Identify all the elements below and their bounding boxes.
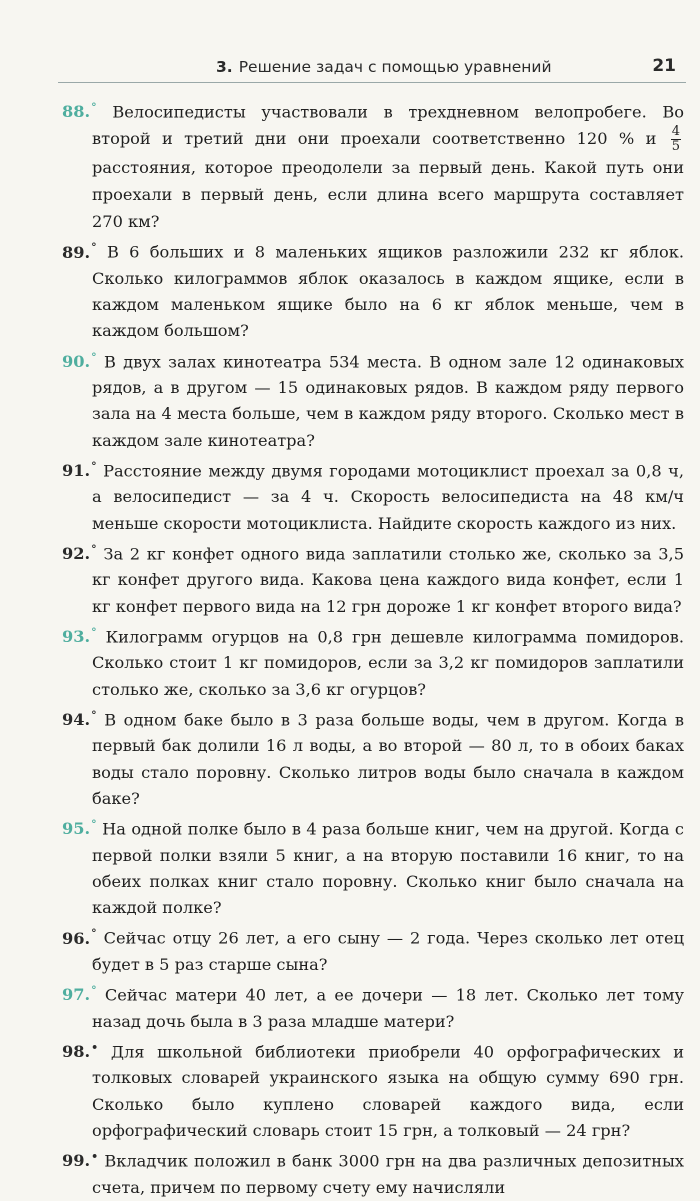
problem-number: 98.• <box>62 1040 99 1062</box>
problem-text: Килограмм огурцов на 0,8 грн дешевле килограмма помидоров. Сколько стоит 1 кг помидоров, если за 3,2 кг помидоров заплатили столько же, сколько за 3,6 кг огурцов? <box>92 627 684 699</box>
chapter-number: 3. <box>216 58 233 76</box>
chapter-title: Решение задач с помощью уравнений <box>238 58 552 76</box>
problem-92 <box>62 537 684 620</box>
problem-88 <box>62 94 684 235</box>
problem-number: 88.° <box>62 101 97 122</box>
fraction-numerator: 4 <box>671 124 680 140</box>
problem-text: расстояния, которое преодолели за первый день. Какой путь они проехали в первый день, если длина всего маршрута составляет 270 км? <box>92 158 684 232</box>
problem-number: 89.° <box>62 241 97 262</box>
fraction <box>671 125 681 154</box>
problem-number: 96.° <box>62 927 97 948</box>
problem-text: Расстояние между двумя городами мотоциклист проехал за 0,8 ч, а велосипедист — за 4 ч. Скорость велосипедиста на 48 км/ч меньше скорости мотоциклиста. Найдите скорость каждого из них. <box>92 461 684 533</box>
problem-text: Велосипедисты участвовали в трехдневном велопробеге. Во второй и третий дни они проехали соответственно 120 % и <box>92 102 684 149</box>
problem-90 <box>62 345 684 454</box>
problem-94 <box>62 703 684 812</box>
problem-text: За 2 кг конфет одного вида заплатили столько же, сколько за 3,5 кг конфет другого вида. Какова цена каждого вида конфет, если 1 кг конфет первого вида на 12 грн дороже 1 кг конфет второго вида? <box>92 544 684 616</box>
problem-number: 90.° <box>62 350 97 371</box>
problem-96 <box>62 921 684 978</box>
problem-number: 92.° <box>62 542 97 564</box>
problem-93 <box>62 620 684 703</box>
page-header <box>58 52 686 83</box>
problem-99 <box>62 1144 684 1201</box>
chapter-heading <box>216 58 552 76</box>
problem-text: Сейчас отцу 26 лет, а его сыну — 2 года. Через сколько лет отец будет в 5 раз старше сына? <box>92 928 685 974</box>
problem-text: В одном баке было в 3 раза больше воды, чем в другом. Когда в первый бак долили 16 л воды, а во второй — 80 л, то в обоих баках воды стало поровну. Сколько литров воды было сначала в каждом баке? <box>92 710 684 808</box>
problem-89 <box>62 235 684 344</box>
problem-text: Для школьной библиотеки приобрели 40 орфографических и толковых словарей украинского языка на общую сумму 690 грн. Сколько было куплено словарей каждого вида, если орфографический словарь стоит 15 грн, а толковый — 24 грн? <box>92 1042 684 1140</box>
problem-number: 94.° <box>62 708 97 730</box>
problem-97 <box>62 978 684 1035</box>
problem-number: 91.° <box>62 459 97 481</box>
problem-98 <box>62 1035 684 1144</box>
problem-91 <box>62 454 684 537</box>
problem-number: 93.° <box>62 625 97 647</box>
problem-95 <box>62 812 684 921</box>
problem-text: В двух залах кинотеатра 534 места. В одном зале 12 одинаковых рядов, а в другом — 15 одинаковых рядов. В каждом ряду первого зала на 4 места больше, чем в каждом ряду второго. Сколько мест в каждом зале кинотеатра? <box>92 351 684 450</box>
problem-text: В 6 больших и 8 маленьких ящиков разложили 232 кг яблок. Сколько килограммов яблок оказалось в каждом ящике, если в каждом маленьком ящике было на 6 кг яблок меньше, чем в каждом большом? <box>92 242 684 341</box>
problem-text: Сейчас матери 40 лет, а ее дочери — 18 лет. Сколько лет тому назад дочь была в 3 раза младше матери? <box>92 985 684 1031</box>
problem-number: 97.° <box>62 984 97 1005</box>
problem-list <box>62 94 684 1201</box>
page-number: 21 <box>652 56 676 76</box>
problem-number: 99.• <box>62 1150 99 1171</box>
problem-number: 95.° <box>62 818 97 839</box>
fraction-denominator: 5 <box>671 139 680 155</box>
problem-text: На одной полке было в 4 раза больше книг, чем на другой. Когда с первой полки взяли 5 книг, а на вторую поставили 16 книг, то на обеих полках книг стало поровну. Сколько книг было сначала на каждой полке? <box>92 819 684 917</box>
problem-text: Вкладчик положил в банк 3000 грн на два различных депозитных счета, причем по первому счету ему начисляли <box>92 1151 684 1197</box>
